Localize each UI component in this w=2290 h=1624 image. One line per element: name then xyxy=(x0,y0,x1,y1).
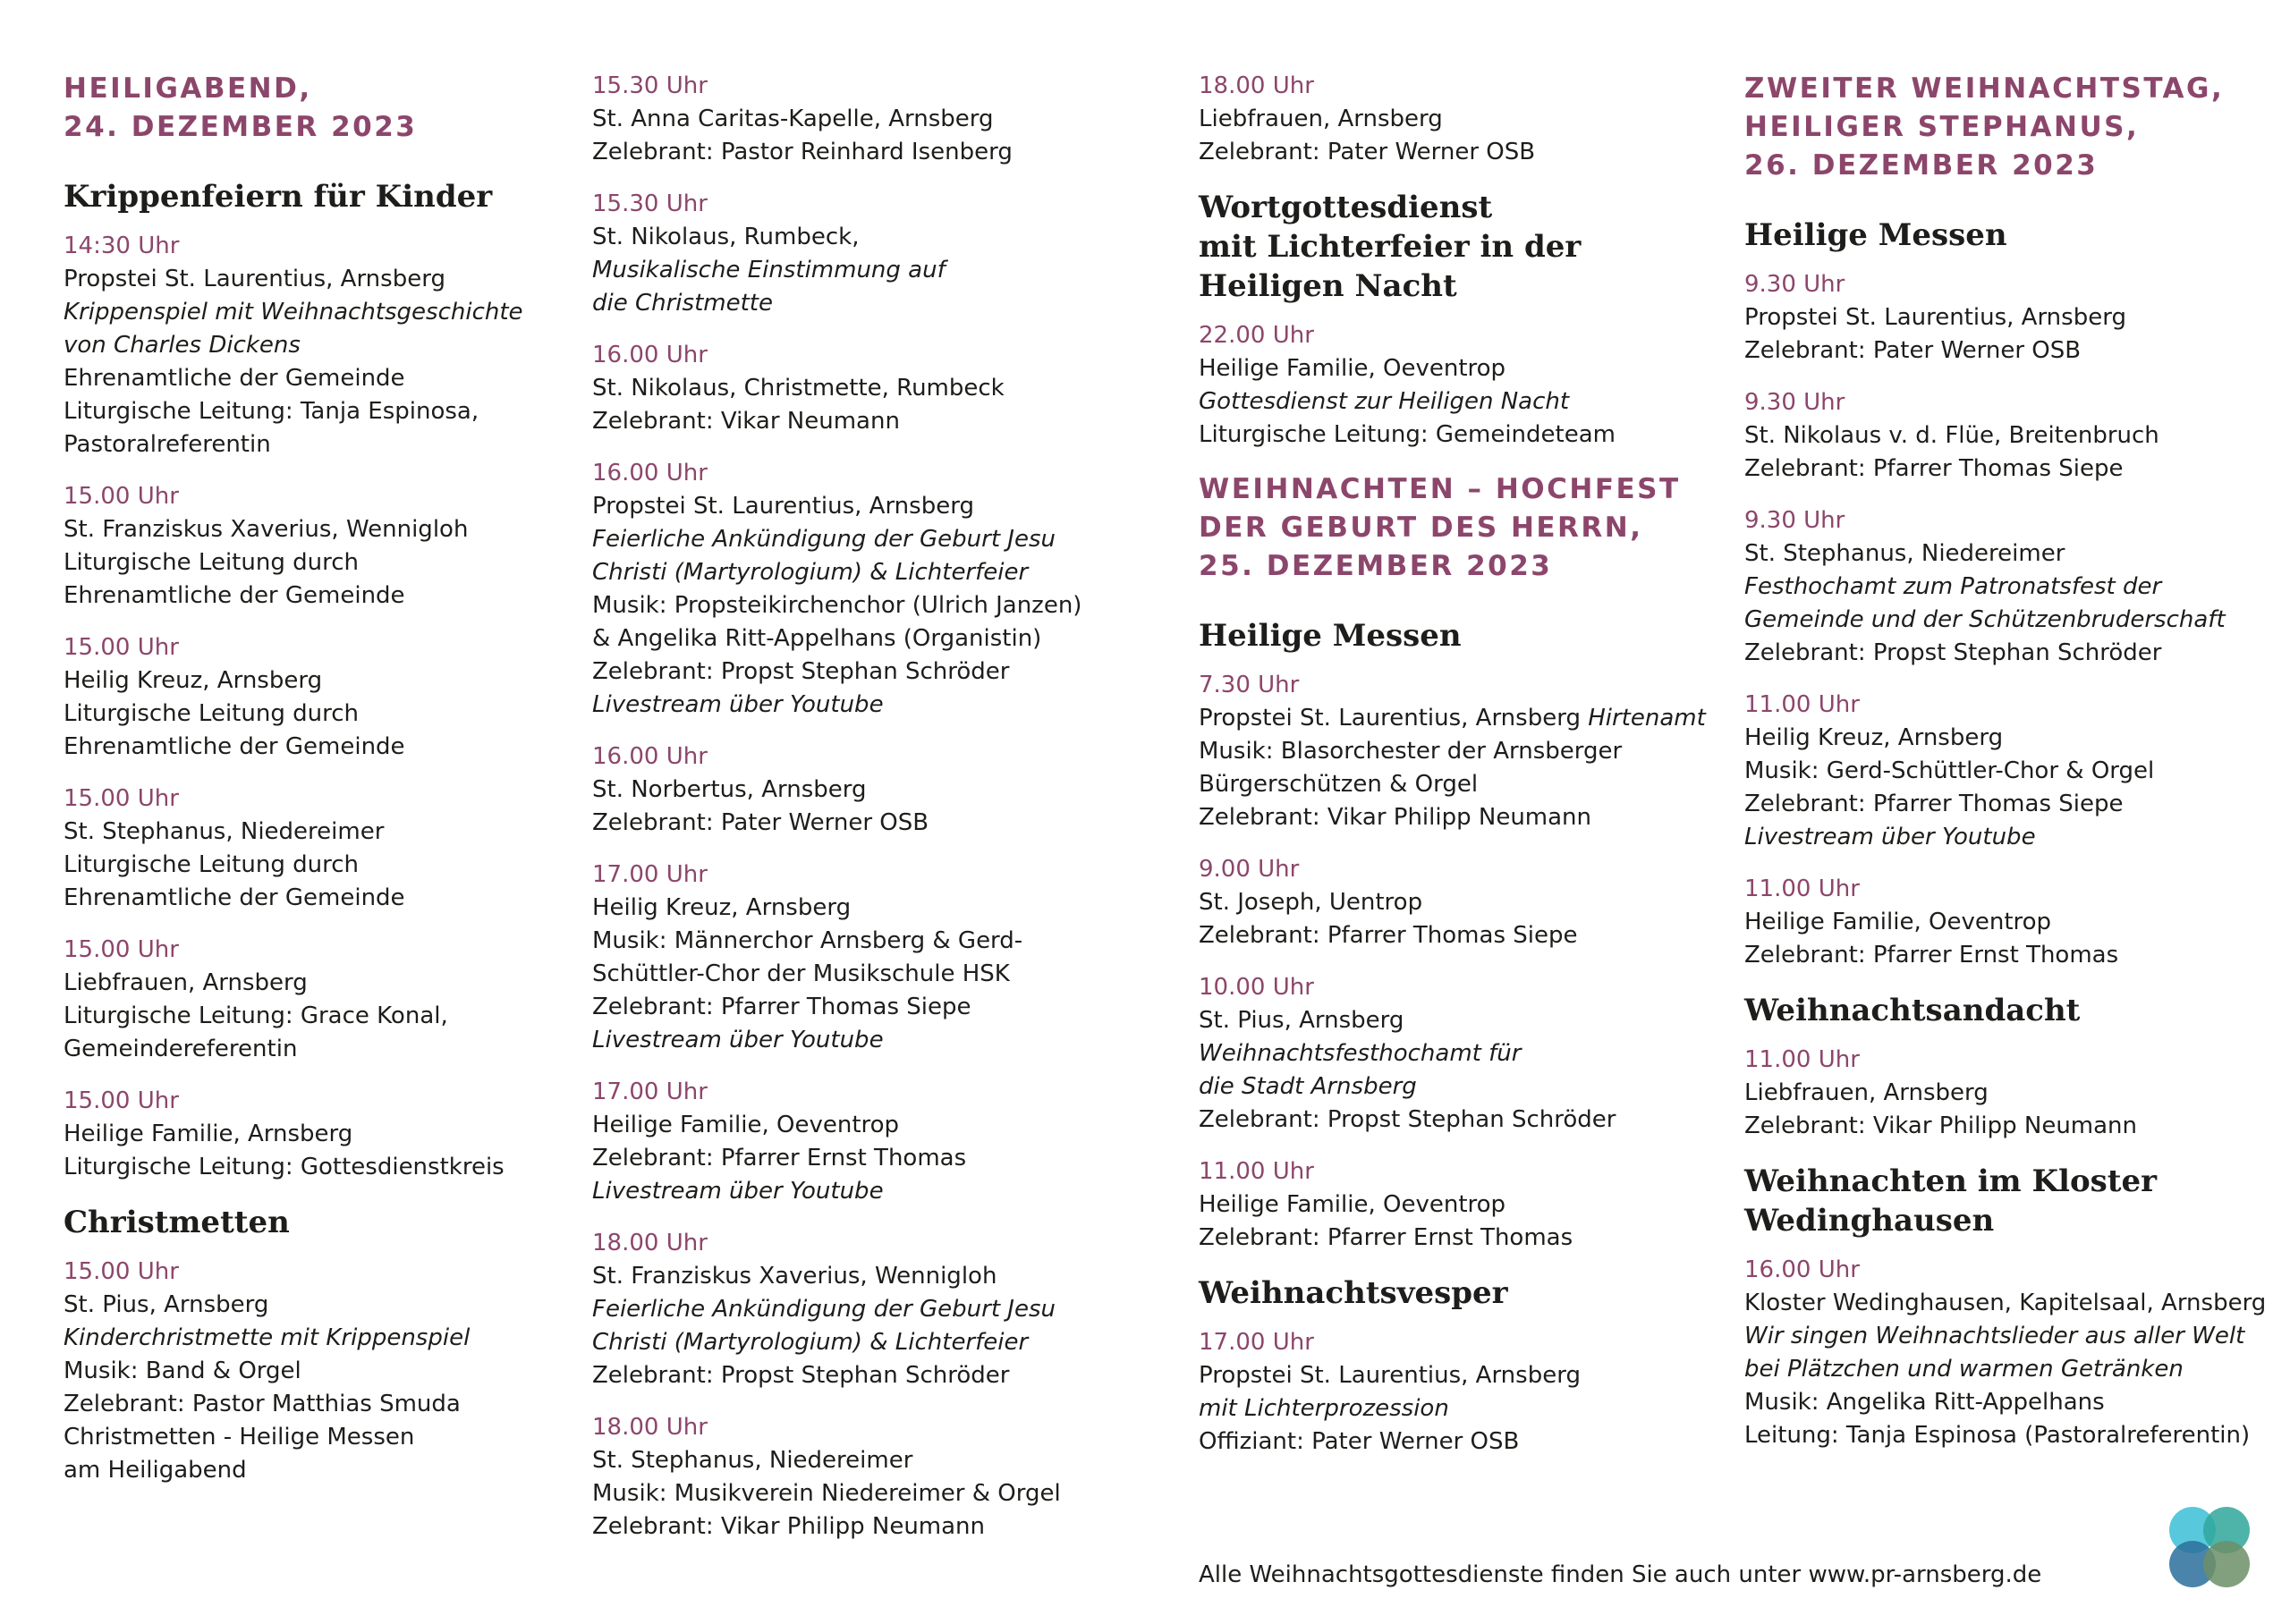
service-detail xyxy=(1199,1104,1735,1137)
service-detail-text: Liebfrauen, Arnsberg xyxy=(1199,106,1443,132)
service-detail xyxy=(64,395,564,428)
service-detail-text: die Christmette xyxy=(592,290,773,317)
service-detail-text: Ehrenamtliche der Gemeinde xyxy=(64,582,405,609)
service-entry xyxy=(592,1227,1165,1392)
service-detail xyxy=(64,967,564,1000)
service-detail xyxy=(1199,1004,1735,1037)
footer-website-note: Alle Weihnachtsgottesdienste finden Sie auch unter www.pr-arnsberg.de xyxy=(1199,1561,2042,1588)
service-detail-text: & Angelika Ritt-Appelhans (Organistin) xyxy=(592,625,1042,652)
service-detail xyxy=(592,892,1165,925)
service-detail-text: St. Stephanus, Niedereimer xyxy=(1744,540,2065,567)
service-detail-text: Liebfrauen, Arnsberg xyxy=(64,969,308,996)
service-detail-text: St. Anna Caritas-Kapelle, Arnsberg xyxy=(592,106,994,132)
service-detail-text: St. Nikolaus, Rumbeck, xyxy=(592,224,860,250)
service-time: 11.00 Uhr xyxy=(1199,1158,1314,1185)
service-detail-text: Gemeinde und der Schützenbruderschaft xyxy=(1744,606,2226,633)
column-heiligabend-1 xyxy=(64,70,564,1506)
service-detail xyxy=(592,807,1165,840)
service-detail-text: Zelebrant: Propst Stephan Schröder xyxy=(592,658,1010,685)
service-note xyxy=(592,287,1165,320)
service-time: 16.00 Uhr xyxy=(592,342,708,368)
service-detail-text: Feierliche Ankündigung der Geburt Jesu xyxy=(592,1296,1056,1323)
column-weihnachten xyxy=(1199,70,1735,1477)
service-detail-text: Musik: Blasorchester der Arnsberger xyxy=(1199,738,1623,765)
service-detail xyxy=(64,1289,564,1322)
four-circles-logo-icon xyxy=(2165,1502,2254,1592)
service-detail xyxy=(592,490,1165,523)
service-detail-text: Liturgische Leitung durch xyxy=(64,700,359,727)
service-entry xyxy=(592,339,1165,438)
service-time: 14:30 Uhr xyxy=(64,233,180,259)
service-detail-text: Liturgische Leitung durch xyxy=(64,549,359,576)
service-entry xyxy=(64,782,564,915)
service-detail xyxy=(1744,537,2281,571)
service-detail xyxy=(1199,768,1735,801)
service-detail-text: Heilig Kreuz, Arnsberg xyxy=(64,667,323,694)
service-detail xyxy=(1199,136,1735,169)
service-time: 11.00 Uhr xyxy=(1744,875,1860,902)
service-detail-text: Leitung: Tanja Espinosa (Pastoralreferentin) xyxy=(1744,1422,2251,1449)
service-note xyxy=(1744,604,2281,637)
service-detail xyxy=(64,428,564,461)
service-detail xyxy=(1744,1386,2281,1419)
service-detail-text: Zelebrant: Pfarrer Ernst Thomas xyxy=(1744,942,2119,968)
service-detail-text: Christi (Martyrologium) & Lichterfeier xyxy=(592,1329,1029,1356)
service-detail-text: Heilige Familie, Arnsberg xyxy=(64,1121,353,1147)
service-detail xyxy=(1199,702,1735,735)
service-note xyxy=(592,1175,1165,1208)
service-detail-text: Zelebrant: Pfarrer Ernst Thomas xyxy=(592,1145,967,1171)
service-detail xyxy=(64,882,564,915)
service-detail-text: Zelebrant: Vikar Philipp Neumann xyxy=(1199,804,1592,831)
service-note xyxy=(592,523,1165,556)
service-time: 9.00 Uhr xyxy=(1199,856,1300,883)
service-entry xyxy=(1199,971,1735,1137)
service-detail-text: Weihnachtsfesthochamt für xyxy=(1199,1040,1522,1067)
service-detail xyxy=(592,136,1165,169)
service-note xyxy=(592,689,1165,722)
service-entry xyxy=(1199,669,1735,834)
section-title-line: Wedinghausen xyxy=(1744,1203,1995,1239)
service-detail xyxy=(1744,1110,2281,1143)
section-title xyxy=(1199,188,1735,306)
service-detail xyxy=(592,1510,1165,1544)
service-detail-text: Liturgische Leitung: Gemeindeteam xyxy=(1199,421,1616,448)
service-note-inline: Hirtenamt xyxy=(1588,705,1706,732)
section-title: Weihnachtsandacht xyxy=(1744,993,2081,1028)
service-detail xyxy=(1744,722,2281,755)
service-time: 16.00 Uhr xyxy=(592,743,708,770)
service-detail xyxy=(592,405,1165,438)
service-detail-text: Livestream über Youtube xyxy=(592,1027,884,1053)
service-time: 11.00 Uhr xyxy=(1744,1046,1860,1073)
service-entry xyxy=(1744,268,2281,368)
service-detail xyxy=(592,656,1165,689)
service-time: 15.00 Uhr xyxy=(64,483,179,510)
service-detail-text: St. Norbertus, Arnsberg xyxy=(592,776,867,803)
service-detail-text: bei Plätzchen und warmen Getränken xyxy=(1744,1356,2184,1383)
service-detail-text: St. Pius, Arnsberg xyxy=(64,1291,269,1318)
service-detail-text: Heilige Familie, Oeventrop xyxy=(1199,1191,1506,1218)
service-detail xyxy=(1199,419,1735,452)
service-detail xyxy=(64,513,564,546)
service-note xyxy=(1199,385,1735,419)
service-detail-text: Zelebrant: Pastor Reinhard Isenberg xyxy=(592,139,1013,165)
service-note xyxy=(592,1024,1165,1057)
section-title: Weihnachtsvesper xyxy=(1199,1275,1508,1311)
service-detail-text: Zelebrant: Pastor Matthias Smuda xyxy=(64,1391,461,1417)
service-time: 18.00 Uhr xyxy=(592,1414,708,1441)
service-entry xyxy=(592,457,1165,722)
service-detail-text: Liturgische Leitung: Grace Konal, xyxy=(64,1002,448,1029)
service-detail-text: Kloster Wedinghausen, Kapitelsaal, Arnsberg xyxy=(1744,1290,2267,1316)
service-detail xyxy=(1744,1287,2281,1320)
service-time: 15.30 Uhr xyxy=(592,72,708,99)
service-note xyxy=(592,254,1165,287)
service-note xyxy=(1744,571,2281,604)
service-detail xyxy=(64,263,564,296)
section-title-line: Wortgottesdienst xyxy=(1199,190,1493,225)
service-detail xyxy=(592,925,1165,958)
service-entry xyxy=(592,740,1165,840)
service-entry xyxy=(1199,1155,1735,1255)
service-detail-text: Zelebrant: Pfarrer Thomas Siepe xyxy=(1199,922,1578,949)
service-detail xyxy=(592,774,1165,807)
service-detail xyxy=(1199,103,1735,136)
date-heading-line: 24. DEZEMBER 2023 xyxy=(64,111,418,143)
service-detail-text: Propstei St. Laurentius, Arnsberg xyxy=(1199,1362,1581,1389)
service-detail-text: Musik: Band & Orgel xyxy=(64,1358,301,1384)
service-detail-text: Livestream über Youtube xyxy=(592,691,884,718)
service-note xyxy=(592,1293,1165,1326)
column-heiligabend-2 xyxy=(592,70,1165,1562)
service-detail-text: Zelebrant: Vikar Neumann xyxy=(592,408,900,435)
service-detail xyxy=(1199,352,1735,385)
service-detail xyxy=(64,1118,564,1151)
service-entry xyxy=(1199,853,1735,952)
service-detail xyxy=(1744,334,2281,368)
service-detail xyxy=(1199,1222,1735,1255)
service-detail xyxy=(592,1477,1165,1510)
service-detail xyxy=(64,362,564,395)
date-heading-line: WEIHNACHTEN – HOCHFEST xyxy=(1199,473,1681,505)
service-detail xyxy=(64,546,564,579)
service-detail xyxy=(64,1000,564,1033)
service-detail-text: Musikalische Einstimmung auf xyxy=(592,257,946,283)
service-time: 7.30 Uhr xyxy=(1199,672,1300,698)
service-detail-text: Zelebrant: Pater Werner OSB xyxy=(592,809,929,836)
service-detail-text: Heilig Kreuz, Arnsberg xyxy=(592,894,852,921)
date-heading-line: 26. DEZEMBER 2023 xyxy=(1744,149,2099,182)
section-title: Heilige Messen xyxy=(1744,217,2007,253)
service-detail-text: Zelebrant: Pater Werner OSB xyxy=(1199,139,1536,165)
service-detail-text: Kinderchristmette mit Krippenspiel xyxy=(64,1324,471,1351)
service-note xyxy=(592,1326,1165,1359)
section-title: Heilige Messen xyxy=(1199,618,1462,654)
service-time: 15.00 Uhr xyxy=(64,936,179,963)
service-detail-text: Zelebrant: Pater Werner OSB xyxy=(1744,337,2082,364)
service-detail-text: Ehrenamtliche der Gemeinde xyxy=(64,884,405,911)
service-detail xyxy=(1744,301,2281,334)
service-detail-text: St. Nikolaus v. d. Flüe, Breitenbruch xyxy=(1744,422,2159,449)
service-note xyxy=(64,329,564,362)
service-note xyxy=(64,1322,564,1355)
service-detail-text: Liebfrauen, Arnsberg xyxy=(1744,1079,1989,1106)
service-entry xyxy=(592,70,1165,169)
service-time: 17.00 Uhr xyxy=(1199,1329,1314,1356)
service-detail xyxy=(1199,919,1735,952)
service-detail-text: Zelebrant: Propst Stephan Schröder xyxy=(592,1362,1010,1389)
service-entry xyxy=(64,631,564,764)
service-entry xyxy=(1744,504,2281,670)
service-note xyxy=(1744,821,2281,854)
service-entry xyxy=(592,188,1165,320)
service-detail-text: von Charles Dickens xyxy=(64,332,301,359)
service-detail-text: Liturgische Leitung durch xyxy=(64,851,359,878)
service-detail-text: Zelebrant: Propst Stephan Schröder xyxy=(1199,1106,1616,1133)
service-detail xyxy=(1199,1359,1735,1392)
service-detail xyxy=(64,849,564,882)
service-detail xyxy=(1199,801,1735,834)
service-detail-text: mit Lichterprozession xyxy=(1199,1395,1449,1422)
service-detail xyxy=(64,1421,564,1454)
service-detail-text: Offiziant: Pater Werner OSB xyxy=(1199,1428,1520,1455)
service-detail xyxy=(64,1454,564,1487)
service-detail-text: Schüttler-Chor der Musikschule HSK xyxy=(592,960,1010,987)
service-time: 15.00 Uhr xyxy=(64,785,179,812)
service-time: 9.30 Uhr xyxy=(1744,389,1845,416)
service-detail-text: Heilige Familie, Oeventrop xyxy=(1744,909,2052,935)
service-detail xyxy=(592,1359,1165,1392)
service-entry xyxy=(64,480,564,613)
column-zweiter-weihnachtstag xyxy=(1744,70,2281,1471)
service-time: 15.00 Uhr xyxy=(64,634,179,661)
service-detail-text: die Stadt Arnsberg xyxy=(1199,1073,1417,1100)
service-entry xyxy=(64,230,564,461)
service-time: 18.00 Uhr xyxy=(1199,72,1314,99)
service-detail-text: St. Nikolaus, Christmette, Rumbeck xyxy=(592,375,1005,402)
service-detail xyxy=(1199,886,1735,919)
service-detail-text: Propstei St. Laurentius, Arnsberg xyxy=(1199,705,1589,732)
service-detail-text: Zelebrant: Pfarrer Thomas Siepe xyxy=(592,994,971,1020)
service-detail-text: Livestream über Youtube xyxy=(592,1178,884,1205)
service-time: 15.00 Uhr xyxy=(64,1258,179,1285)
service-detail-text: Musik: Männerchor Arnsberg & Gerd- xyxy=(592,927,1023,954)
service-note xyxy=(1744,1353,2281,1386)
date-heading-line: HEILIGABEND, xyxy=(64,72,312,105)
service-entry xyxy=(1744,689,2281,854)
service-detail xyxy=(592,1109,1165,1142)
service-detail-text: Musik: Propsteikirchenchor (Ulrich Janzen) xyxy=(592,592,1082,619)
service-entry xyxy=(1199,319,1735,452)
service-detail-text: Zelebrant: Vikar Philipp Neumann xyxy=(592,1513,986,1540)
date-heading xyxy=(64,70,564,147)
service-detail-text: Propstei St. Laurentius, Arnsberg xyxy=(592,493,974,520)
service-detail-text: Musik: Angelika Ritt-Appelhans xyxy=(1744,1389,2105,1416)
service-detail xyxy=(592,1142,1165,1175)
section-title-line: mit Lichterfeier in der xyxy=(1199,229,1582,265)
service-detail xyxy=(64,664,564,698)
service-detail xyxy=(64,1388,564,1421)
service-time: 17.00 Uhr xyxy=(592,861,708,888)
service-detail xyxy=(592,372,1165,405)
service-detail xyxy=(1199,1188,1735,1222)
service-detail xyxy=(64,731,564,764)
section-title: Krippenfeiern für Kinder xyxy=(64,179,493,215)
service-detail-text: Ehrenamtliche der Gemeinde xyxy=(64,365,405,392)
service-detail xyxy=(1744,755,2281,788)
service-entry xyxy=(1199,1326,1735,1459)
service-detail-text: Wir singen Weihnachtslieder aus aller Welt xyxy=(1744,1323,2245,1349)
service-detail-text: Zelebrant: Vikar Philipp Neumann xyxy=(1744,1112,2138,1139)
service-time: 18.00 Uhr xyxy=(592,1230,708,1256)
service-detail-text: Bürgerschützen & Orgel xyxy=(1199,771,1479,798)
service-time: 10.00 Uhr xyxy=(1199,974,1314,1001)
service-detail xyxy=(592,991,1165,1024)
service-detail-text: Christmetten - Heilige Messen xyxy=(64,1424,415,1451)
service-detail-text: Krippenspiel mit Weihnachtsgeschichte xyxy=(64,299,523,326)
service-detail-text: am Heiligabend xyxy=(64,1457,247,1484)
service-detail xyxy=(64,579,564,613)
service-detail-text: Zelebrant: Pfarrer Thomas Siepe xyxy=(1744,791,2124,817)
service-detail xyxy=(1744,906,2281,939)
service-note xyxy=(1199,1037,1735,1070)
service-detail-text: Musik: Musikverein Niedereimer & Orgel xyxy=(592,1480,1061,1507)
date-heading-line: 25. DEZEMBER 2023 xyxy=(1199,550,1553,582)
service-detail xyxy=(64,1151,564,1184)
service-entry xyxy=(64,934,564,1066)
service-detail xyxy=(592,103,1165,136)
date-heading-line: DER GEBURT DES HERRN, xyxy=(1199,512,1643,544)
service-detail-text: St. Franziskus Xaverius, Wennigloh xyxy=(592,1263,997,1290)
section-title: Christmetten xyxy=(64,1205,290,1240)
service-entry xyxy=(64,1256,564,1487)
service-entry xyxy=(64,1085,564,1184)
service-time: 22.00 Uhr xyxy=(1199,322,1314,349)
service-entry xyxy=(1744,386,2281,486)
service-entry xyxy=(1744,1044,2281,1143)
service-detail-text: St. Franziskus Xaverius, Wennigloh xyxy=(64,516,469,543)
service-detail xyxy=(1744,939,2281,972)
service-detail xyxy=(1744,788,2281,821)
service-detail xyxy=(1199,735,1735,768)
service-detail xyxy=(1744,419,2281,453)
section-title-line: Heiligen Nacht xyxy=(1199,268,1457,304)
service-detail-text: Liturgische Leitung: Tanja Espinosa, xyxy=(64,398,479,425)
service-entry xyxy=(592,1411,1165,1544)
service-note xyxy=(592,556,1165,589)
service-detail xyxy=(592,622,1165,656)
service-detail-text: St. Stephanus, Niedereimer xyxy=(64,818,385,845)
service-detail xyxy=(592,221,1165,254)
service-detail-text: St. Pius, Arnsberg xyxy=(1199,1007,1404,1034)
service-detail xyxy=(592,1260,1165,1293)
service-detail xyxy=(64,816,564,849)
service-detail-text: Pastoralreferentin xyxy=(64,431,271,458)
service-detail xyxy=(64,698,564,731)
service-entry xyxy=(1744,1254,2281,1452)
service-entry xyxy=(1199,70,1735,169)
service-detail-text: Feierliche Ankündigung der Geburt Jesu xyxy=(592,526,1056,553)
service-detail-text: Festhochamt zum Patronatsfest der xyxy=(1744,573,2162,600)
service-detail xyxy=(64,1033,564,1066)
service-detail xyxy=(1744,637,2281,670)
service-entry xyxy=(592,859,1165,1057)
service-detail-text: St. Stephanus, Niedereimer xyxy=(592,1447,913,1474)
service-note xyxy=(1199,1392,1735,1425)
service-detail-text: Heilige Familie, Oeventrop xyxy=(1199,355,1506,382)
service-detail xyxy=(1744,1077,2281,1110)
service-detail-text: Zelebrant: Pfarrer Ernst Thomas xyxy=(1199,1224,1573,1251)
service-detail xyxy=(592,958,1165,991)
service-detail-text: Liturgische Leitung: Gottesdienstkreis xyxy=(64,1154,505,1180)
service-detail-text: Gottesdienst zur Heiligen Nacht xyxy=(1199,388,1570,415)
service-time: 16.00 Uhr xyxy=(592,460,708,486)
date-heading xyxy=(1744,70,2281,185)
service-detail-text: Musik: Gerd-Schüttler-Chor & Orgel xyxy=(1744,757,2155,784)
service-detail-text: Propstei St. Laurentius, Arnsberg xyxy=(1744,304,2126,331)
service-detail-text: Gemeindereferentin xyxy=(64,1036,298,1062)
service-detail-text: Propstei St. Laurentius, Arnsberg xyxy=(64,266,445,292)
date-heading-line: HEILIGER STEPHANUS, xyxy=(1744,111,2140,143)
service-note xyxy=(1744,1320,2281,1353)
service-detail-text: Zelebrant: Pfarrer Thomas Siepe xyxy=(1744,455,2124,482)
service-detail xyxy=(1744,453,2281,486)
service-detail-text: St. Joseph, Uentrop xyxy=(1199,889,1423,916)
service-detail xyxy=(592,589,1165,622)
service-detail xyxy=(1199,1425,1735,1459)
service-note xyxy=(64,296,564,329)
date-heading-line: ZWEITER WEIHNACHTSTAG, xyxy=(1744,72,2225,105)
section-title-line: Weihnachten im Kloster xyxy=(1744,1163,2158,1199)
date-heading xyxy=(1199,470,1735,586)
service-time: 9.30 Uhr xyxy=(1744,507,1845,534)
service-detail-text: Livestream über Youtube xyxy=(1744,824,2036,850)
service-time: 15.00 Uhr xyxy=(64,1087,179,1114)
service-time: 9.30 Uhr xyxy=(1744,271,1845,298)
service-note xyxy=(1199,1070,1735,1104)
service-detail xyxy=(64,1355,564,1388)
service-detail xyxy=(1744,1419,2281,1452)
service-detail-text: Heilige Familie, Oeventrop xyxy=(592,1112,900,1138)
service-time: 11.00 Uhr xyxy=(1744,691,1860,718)
service-detail-text: Heilig Kreuz, Arnsberg xyxy=(1744,724,2004,751)
service-time: 15.30 Uhr xyxy=(592,190,708,217)
service-entry xyxy=(1744,873,2281,972)
service-entry xyxy=(592,1076,1165,1208)
service-time: 16.00 Uhr xyxy=(1744,1256,1860,1283)
section-title xyxy=(1744,1162,2281,1240)
service-detail-text: Zelebrant: Propst Stephan Schröder xyxy=(1744,639,2162,666)
service-time: 17.00 Uhr xyxy=(592,1078,708,1105)
service-detail xyxy=(592,1444,1165,1477)
service-detail-text: Ehrenamtliche der Gemeinde xyxy=(64,733,405,760)
service-detail-text: Christi (Martyrologium) & Lichterfeier xyxy=(592,559,1029,586)
